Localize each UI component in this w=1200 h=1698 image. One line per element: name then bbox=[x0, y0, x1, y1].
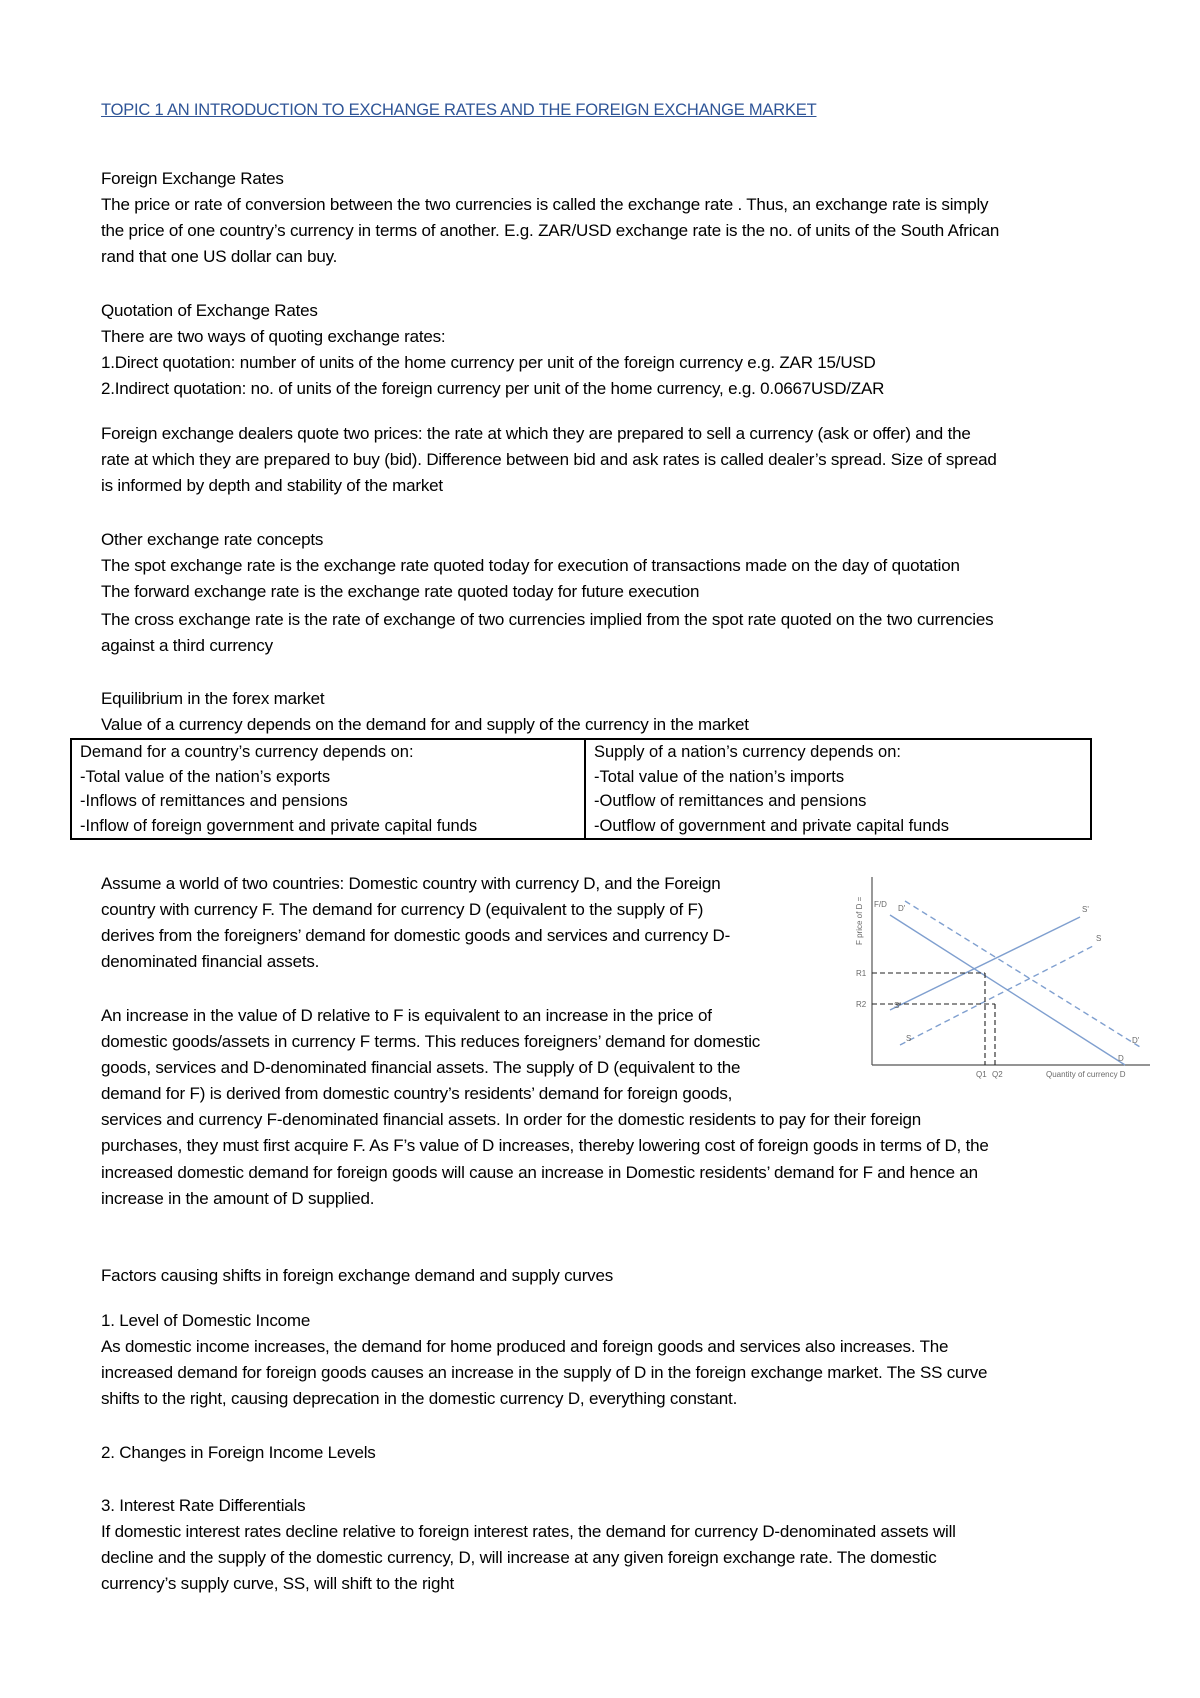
paragraph-line: purchases, they must first acquire F. As F’s value of D increases, thereby lowering cost of foreign goods in terms of D, the bbox=[101, 1136, 989, 1155]
paragraph-line: shifts to the right, causing deprecation in the domestic currency D, everything constant. bbox=[101, 1389, 738, 1408]
supply-demand-graph bbox=[850, 865, 1160, 1085]
paragraph-line: An increase in the value of D relative to F is equivalent to an increase in the price of bbox=[101, 1006, 712, 1025]
table-cell-text: Supply of a nation’s currency depends on: bbox=[594, 743, 901, 761]
paragraph-line: derives from the foreigners’ demand for domestic goods and services and currency D- bbox=[101, 926, 731, 945]
paragraph-line: increase in the amount of D supplied. bbox=[101, 1189, 375, 1208]
table-cell-text: -Inflow of foreign government and private capital funds bbox=[80, 816, 478, 835]
curve-label: S' bbox=[894, 1001, 901, 1010]
curve-label: D' bbox=[1132, 1036, 1140, 1045]
paragraph-line: The forward exchange rate is the exchange rate quoted today for future execution bbox=[101, 582, 700, 601]
paragraph-line: domestic goods/assets in currency F terms. This reduces foreigners’ demand for domestic bbox=[101, 1032, 761, 1051]
paragraph-line: There are two ways of quoting exchange rates: bbox=[101, 327, 446, 346]
paragraph-line: 1.Direct quotation: number of units of the home currency per unit of the foreign currency e.g. ZAR 15/USD bbox=[101, 353, 876, 372]
heading-factors: Factors causing shifts in foreign exchange demand and supply curves bbox=[101, 1266, 614, 1285]
paragraph-line: The spot exchange rate is the exchange rate quoted today for execution of transactions made on the day of quotation bbox=[101, 556, 960, 575]
y-axis-sub-label: F/D bbox=[874, 900, 887, 909]
qty-label-q1: Q1 bbox=[976, 1070, 987, 1079]
paragraph-line: services and currency F-denominated financial assets. In order for the domestic residents to pay for their foreign bbox=[101, 1110, 922, 1129]
paragraph-line: is informed by depth and stability of the market bbox=[101, 476, 443, 495]
paragraph-line: increased demand for foreign goods causes an increase in the supply of D in the foreign exchange market. The SS curve bbox=[101, 1363, 988, 1382]
paragraph-line: 2.Indirect quotation: no. of units of the foreign currency per unit of the home currency, e.g. 0.0667USD/ZAR bbox=[101, 379, 885, 398]
curve-label: D' bbox=[898, 904, 906, 913]
heading-fx-rates: Foreign Exchange Rates bbox=[101, 169, 284, 188]
heading-other-concepts: Other exchange rate concepts bbox=[101, 530, 324, 549]
paragraph-line: against a third currency bbox=[101, 636, 273, 655]
list-item-title: 3. Interest Rate Differentials bbox=[101, 1496, 306, 1515]
paragraph-line: Value of a currency depends on the demand for and supply of the currency in the market bbox=[101, 715, 749, 734]
curve-label: S' bbox=[1082, 905, 1089, 914]
list-item-title: 1. Level of Domestic Income bbox=[101, 1311, 311, 1330]
demand-supply-table bbox=[70, 738, 1092, 840]
curve-label: S bbox=[1096, 934, 1102, 943]
table-cell-text: -Total value of the nation’s imports bbox=[594, 767, 845, 786]
supply-column bbox=[585, 739, 1091, 839]
paragraph-line: the price of one country’s currency in terms of another. E.g. ZAR/USD exchange rate is the no. of units of the South African bbox=[101, 221, 1000, 240]
table-cell-text: -Outflow of remittances and pensions bbox=[594, 792, 867, 810]
paragraph-line: Foreign exchange dealers quote two prices: the rate at which they are prepared to sell a currency (ask or offer) and the bbox=[101, 424, 971, 443]
heading-equilibrium: Equilibrium in the forex market bbox=[101, 689, 325, 708]
page-title: TOPIC 1 AN INTRODUCTION TO EXCHANGE RATES AND THE FOREIGN EXCHANGE MARKET bbox=[101, 101, 817, 119]
paragraph-line: As domestic income increases, the demand for home produced and foreign goods and services also increases. The bbox=[101, 1337, 949, 1356]
x-axis-label: Quantity of currency D bbox=[1046, 1070, 1126, 1079]
paragraph-line: decline and the supply of the domestic currency, D, will increase at any given foreign exchange rate. The domestic bbox=[101, 1548, 937, 1567]
supply-curve-s bbox=[900, 945, 1095, 1045]
paragraph-line: demand for F) is derived from domestic country’s residents’ demand for foreign goods, bbox=[101, 1084, 733, 1103]
paragraph-line: increased domestic demand for foreign goods will cause an increase in Domestic residents’ demand for F and hence an bbox=[101, 1163, 978, 1182]
paragraph-line: goods, services and D-denominated financial assets. The supply of D (equivalent to the bbox=[101, 1058, 741, 1077]
price-label-r1: R1 bbox=[856, 969, 867, 978]
curve-label: S bbox=[906, 1034, 912, 1043]
paragraph-line: currency’s supply curve, SS, will shift to the right bbox=[101, 1574, 455, 1593]
curve-label: D bbox=[1118, 1054, 1124, 1063]
supply-curve-s-prime bbox=[890, 917, 1080, 1010]
heading-quotation: Quotation of Exchange Rates bbox=[101, 301, 318, 320]
paragraph-line: The price or rate of conversion between the two currencies is called the exchange rate . Thus, an exchange rate is simply bbox=[101, 195, 989, 214]
price-label-r2: R2 bbox=[856, 1000, 867, 1009]
list-item-title: 2. Changes in Foreign Income Levels bbox=[101, 1443, 376, 1462]
paragraph-line: If domestic interest rates decline relative to foreign interest rates, the demand for currency D-denominated assets will bbox=[101, 1522, 956, 1541]
paragraph-line: rate at which they are prepared to buy (bid). Difference between bid and ask rates is called dealer’s spread. Size of spread bbox=[101, 450, 997, 469]
y-axis-label: F price of D = bbox=[855, 896, 864, 945]
demand-column bbox=[71, 739, 585, 839]
paragraph-line: country with currency F. The demand for currency D (equivalent to the supply of F) bbox=[101, 900, 704, 919]
table-cell-text: -Total value of the nation’s exports bbox=[80, 767, 331, 786]
qty-label-q2: Q2 bbox=[992, 1070, 1003, 1079]
paragraph-line: Assume a world of two countries: Domestic country with currency D, and the Foreign bbox=[101, 874, 721, 893]
graph-svg bbox=[850, 865, 1160, 1085]
paragraph-line: The cross exchange rate is the rate of exchange of two currencies implied from the spot rate quoted on the two currencies bbox=[101, 610, 994, 629]
table-cell-text: -Outflow of government and private capital funds bbox=[594, 816, 949, 835]
table-cell-text: -Inflows of remittances and pensions bbox=[80, 792, 348, 810]
paragraph-line: denominated financial assets. bbox=[101, 952, 320, 971]
table-cell-text: Demand for a country’s currency depends on: bbox=[80, 743, 414, 761]
paragraph-line: rand that one US dollar can buy. bbox=[101, 247, 338, 266]
